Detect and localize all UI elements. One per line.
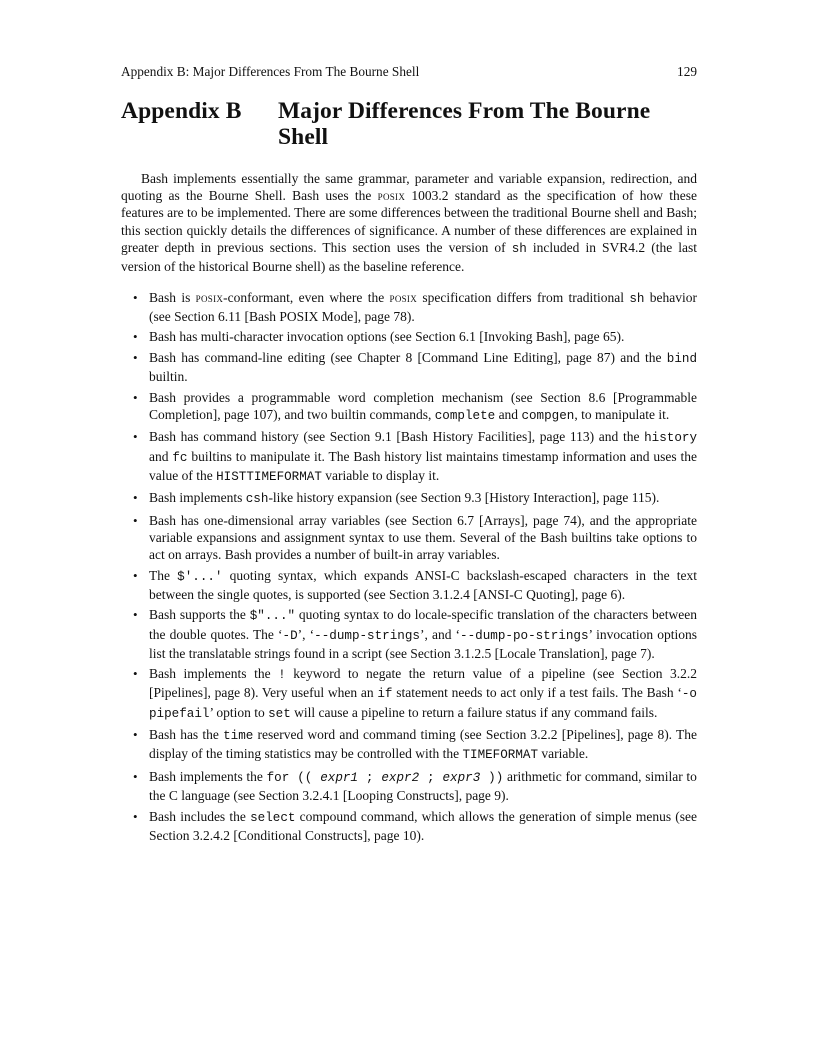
- code-term: )): [480, 770, 504, 785]
- item-text: Bash has command-line editing (see Chapter 8 [Command Line Editing], page 87) and the: [149, 349, 667, 365]
- item-text: Bash has multi-character invocation options (see Section 6.1 [Invoking Bash], page 65).: [149, 329, 625, 345]
- differences-list: [121, 289, 697, 844]
- list-item: [121, 665, 697, 723]
- code-term: compgen: [521, 408, 575, 423]
- item-text: Bash implements the: [149, 666, 279, 682]
- item-text: reserved word and command timing (see Section 3.2.2 [Pipelines], page 8). The display of the timing statistics may be controlled with the: [149, 727, 697, 762]
- list-item: [121, 606, 697, 662]
- bullet-icon: •: [133, 768, 138, 784]
- code-term: if: [377, 687, 393, 702]
- item-text: -like history expansion (see Section 9.3 [History Interaction], page 115).: [268, 490, 660, 506]
- list-item: [121, 567, 697, 603]
- bullet-icon: •: [133, 329, 138, 345]
- item-text: ’, ‘: [297, 626, 315, 642]
- item-text: keyword to negate the return value of a pipeline (see Section 3.2.2 [Pipelines], page 8). Very useful when an: [149, 666, 697, 701]
- code-term: expr2: [373, 770, 420, 785]
- item-text: ’, and ‘: [419, 626, 461, 642]
- intro-text: Bash implements essentially the same grammar, parameter and variable expansion, redirection, and quoting as the Bourne Shell. Bash uses the: [121, 171, 697, 204]
- bullet-icon: •: [133, 289, 138, 305]
- code-term: for ((: [266, 770, 313, 785]
- running-header: [121, 64, 697, 80]
- page-number: 129: [677, 64, 697, 79]
- item-text: , to manipulate it.: [574, 406, 670, 422]
- code-term: expr1: [312, 770, 358, 785]
- code-term: TIMEFORMAT: [462, 748, 539, 763]
- running-title: Appendix B: Major Differences From The Bourne Shell: [121, 64, 420, 79]
- item-text: Bash has command history (see Section 9.1 [Bash History Facilities], page 113) and the: [149, 429, 645, 445]
- code-term: select: [250, 810, 296, 825]
- list-item: [121, 512, 697, 564]
- posix-term: posix: [377, 188, 406, 204]
- bullet-icon: •: [133, 512, 138, 528]
- code-term: -D: [282, 628, 298, 643]
- item-text: quoting syntax, which expands ANSI-C backslash-escaped characters in the text between the single quotes, is supported (see Section 3.1.2.4 [ANSI-C Quoting], page 6).: [149, 567, 697, 602]
- list-item: [121, 289, 697, 325]
- item-text: quoting syntax to do locale-specific translation of the characters between the double quotes. The ‘: [149, 607, 697, 642]
- item-text: Bash has the: [149, 727, 224, 743]
- intro-text: included in SVR4.2 (the last version of the historical Bourne shell) as the baseline reference.: [121, 239, 698, 275]
- code-term: ;: [419, 770, 435, 785]
- item-text: variable.: [538, 746, 589, 762]
- chapter-title: Major Differences From The Bourne Shell: [278, 98, 651, 150]
- bullet-icon: •: [133, 429, 138, 445]
- item-text: posix: [389, 289, 418, 305]
- item-text: -conformant, even where the: [223, 289, 390, 305]
- item-text: ’ option to: [209, 704, 269, 720]
- item-text: and: [495, 406, 522, 422]
- item-text: and: [149, 448, 173, 464]
- bullet-icon: •: [133, 666, 138, 682]
- bullet-icon: •: [133, 808, 138, 824]
- item-text: behavior (see Section 6.11 [Bash POSIX Mode], page 78).: [149, 289, 698, 324]
- document-page: [121, 64, 697, 847]
- list-item: [121, 328, 697, 345]
- code-term: sh: [629, 291, 645, 306]
- item-text: statement needs to act only if a test fails. The Bash ‘: [392, 685, 682, 701]
- code-term: -o pipefail: [149, 687, 697, 721]
- item-text: compound command, which allows the generation of simple menus (see Section 3.2.4.2 [Conditional Constructs], page 10).: [149, 808, 698, 843]
- item-text: will cause a pipeline to return a failure status if any command fails.: [290, 704, 658, 720]
- item-text: Bash is: [149, 289, 196, 305]
- chapter-label: Appendix B: [121, 98, 242, 124]
- list-item: [121, 768, 697, 804]
- code-term: ;: [358, 770, 374, 785]
- item-text: ’ invocation options list the translatable strings found in a script (see Section 3.1.2.5 [Locale Translation], page 7).: [149, 626, 697, 661]
- item-text: Bash has one-dimensional array variables (see Section 6.7 [Arrays], page 74), and the appropriate variable expansions and assignment syntax to use them. Several of the Bash builtins take options to act on arrays. Bash provides a number of built-in array variables.: [149, 512, 697, 563]
- chapter-heading: [121, 98, 697, 150]
- bullet-icon: •: [133, 389, 138, 405]
- list-item: [121, 389, 697, 425]
- code-term: sh: [511, 241, 527, 256]
- bullet-icon: •: [133, 490, 138, 506]
- code-term: fc: [172, 450, 188, 465]
- item-text: Bash implements: [149, 490, 246, 506]
- item-text: builtin.: [149, 369, 188, 385]
- bullet-icon: •: [133, 349, 138, 365]
- code-term: expr3: [434, 770, 481, 785]
- list-item: [121, 349, 697, 385]
- code-term: --dump-strings: [314, 628, 420, 643]
- bullet-icon: •: [133, 567, 138, 583]
- item-text: builtins to manipulate it. The Bash history list maintains timestamp information and uses the value of the: [149, 448, 697, 483]
- item-text: The: [149, 567, 178, 583]
- code-term: $'...': [177, 569, 223, 584]
- code-term: bind: [666, 351, 697, 366]
- item-text: Bash implements the: [149, 768, 267, 784]
- code-term: csh: [245, 492, 269, 507]
- item-text: variable to display it.: [321, 467, 440, 483]
- bullet-icon: •: [133, 727, 138, 743]
- item-text: Bash provides a programmable word completion mechanism (see Section 8.6 [Programmable Completion], page 107), and two builtin commands,: [149, 389, 697, 422]
- code-term: complete: [434, 408, 496, 423]
- code-term: set: [268, 706, 291, 721]
- code-term: !: [278, 668, 286, 683]
- list-item: [121, 428, 697, 486]
- code-term: HISTTIMEFORMAT: [216, 469, 322, 484]
- item-text: posix: [195, 289, 224, 305]
- code-term: history: [644, 431, 697, 446]
- code-term: --dump-po-strings: [460, 628, 589, 643]
- bullet-icon: •: [133, 607, 138, 623]
- list-item: [121, 808, 697, 844]
- intro-paragraph: [121, 170, 697, 275]
- intro-text: 1003.2 standard as the specification of how these features are to be implemented. There are some differences between the traditional Bourne shell and Bash; this section quickly details the differences of significance. A number of these differences are explained in greater depth in previous sections. This section uses the version of: [121, 188, 697, 255]
- item-text: arithmetic for command, similar to the C language (see Section 3.2.4.1 [Looping Constructs], page 9).: [149, 768, 697, 804]
- code-term: time: [223, 729, 254, 744]
- item-text: specification differs from traditional: [417, 289, 630, 305]
- item-text: Bash supports the: [149, 607, 250, 623]
- list-item: [121, 726, 697, 764]
- item-text: Bash includes the: [149, 808, 251, 824]
- code-term: $"...": [249, 609, 296, 624]
- list-item: [121, 489, 697, 508]
